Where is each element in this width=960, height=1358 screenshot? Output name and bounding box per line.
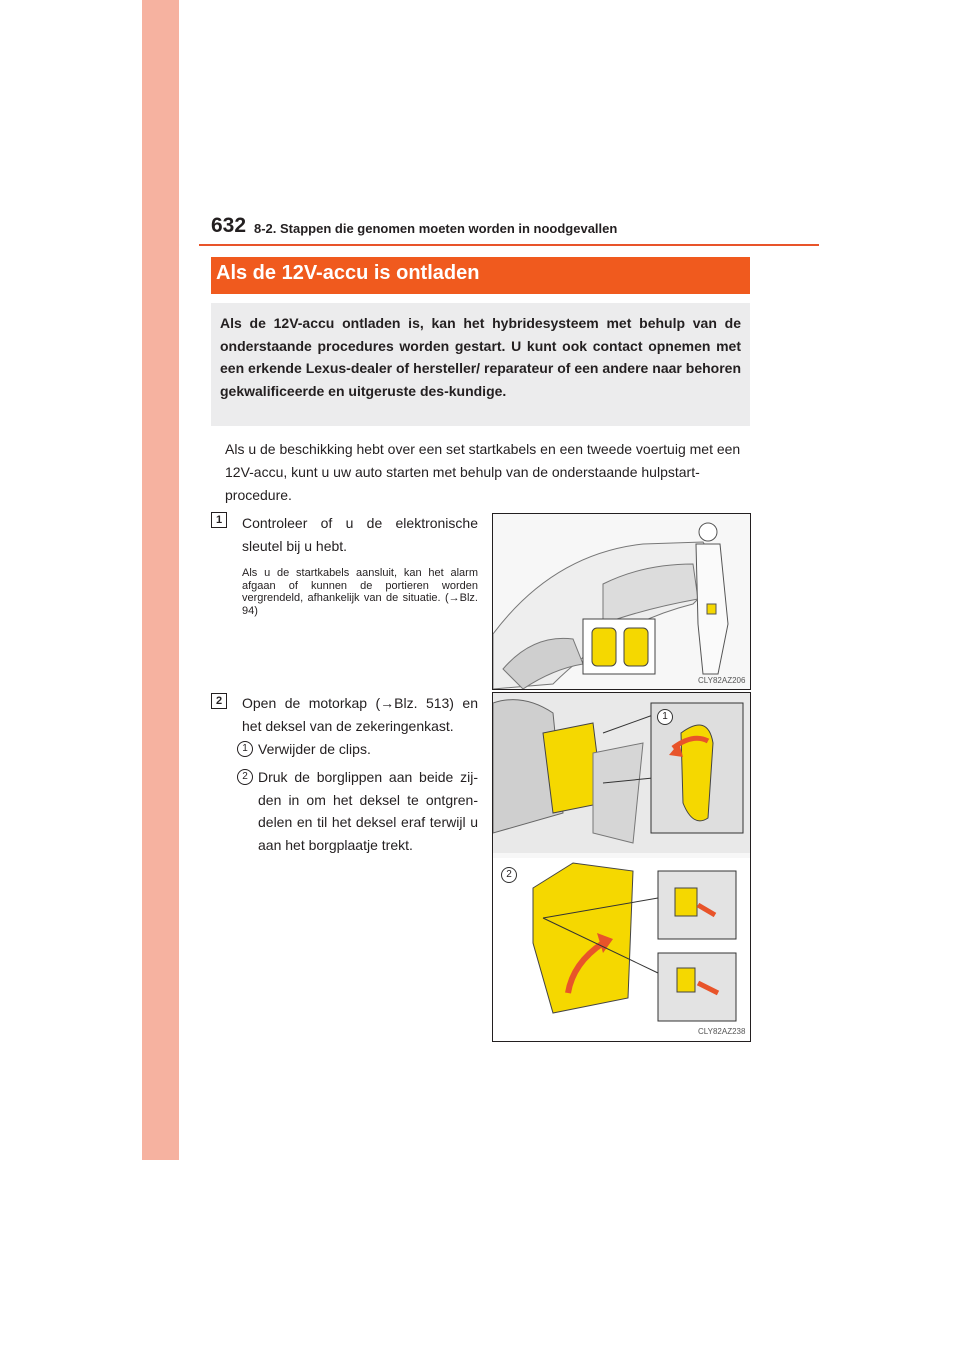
fuse-box-illustration-icon [493,693,750,1041]
step-note: Als u de startkabels aansluit, kan het alarm afgaan of kunnen de portieren worden vergrendeld, afhankelijk van de situatie. (→Blz. 94) [242,567,478,617]
step-text: Open de motorkap (→Blz. 513) en het deksel van de zekeringenkast. [242,695,478,734]
page-number: 632 [211,214,247,237]
callout-number: 2 [501,867,517,883]
step-number: 2 [211,693,227,709]
section-title: Als de 12V-accu is ontladen [216,262,480,284]
substep-text: Verwijder de clips. [258,741,371,757]
substep-number: 1 [237,741,253,757]
figure-code: CLY82AZ206 [698,676,746,685]
body-paragraph: Als u de beschikking hebt over een set startkabels en een tweede voertuig met een 12V-accu, kunt u uw auto starten met behulp van de onderstaande hulpstart-procedure. [225,441,741,503]
intro-text: Als de 12V-accu ontladen is, kan het hybridesysteem met behulp van de onderstaande procedures worden gestart. U kunt ook contact opnemen met een erkende Lexus-dealer of hersteller/ reparateur of een andere naar behoren gekwalificeerde en uitgeruste des-kundige. [220,315,741,399]
substep-text: Druk de borglippen aan beide zij-den in om het deksel te ontgren-delen en til het deksel eraf terwijl u aan het borgplaatje trekt. [258,769,478,853]
car-key-illustration-icon [493,514,750,689]
car-key-figure [492,513,751,690]
step-text: Controleer of u de elektronische sleutel bij u hebt. [242,515,478,554]
header-divider [199,244,819,246]
side-strip [142,0,179,1160]
substep-number: 2 [237,769,253,785]
chapter-title: 8-2. Stappen die genomen moeten worden in noodgevallen [254,221,618,236]
callout-number: 1 [657,709,673,725]
fuse-box-figure [492,692,751,1042]
step-number: 1 [211,512,227,528]
figure-code: CLY82AZ238 [698,1027,746,1036]
